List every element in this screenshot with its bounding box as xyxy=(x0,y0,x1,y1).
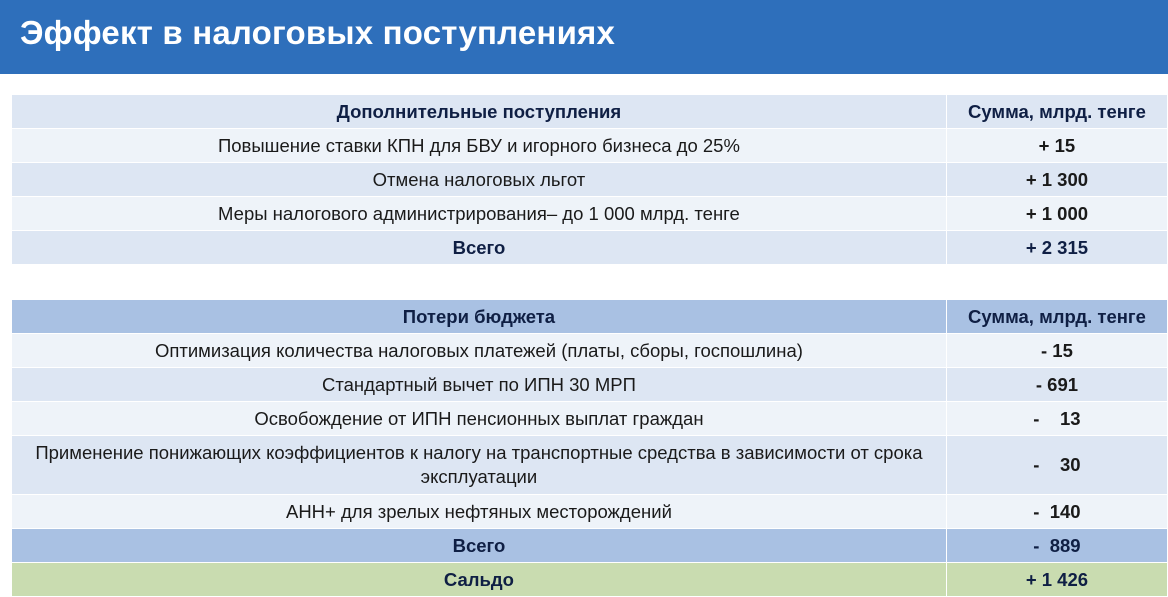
income-table xyxy=(11,94,1168,265)
row-label: Оптимизация количества налоговых платежей (платы, сборы, госпошлина) xyxy=(12,334,947,368)
row-value: - 15 xyxy=(946,334,1167,368)
row-value: + 1 000 xyxy=(946,197,1167,231)
losses-total-value: - 889 xyxy=(946,529,1167,563)
losses-col-item: Потери бюджета xyxy=(12,300,947,334)
row-label: Стандартный вычет по ИПН 30 МРП xyxy=(12,368,947,402)
balance-label: Сальдо xyxy=(12,563,947,597)
row-value: - 30 xyxy=(946,436,1167,495)
row-value: - 140 xyxy=(946,495,1167,529)
losses-table-header xyxy=(12,300,1168,334)
table-row xyxy=(12,495,1168,529)
table-row xyxy=(12,368,1168,402)
losses-table xyxy=(11,299,1168,597)
page-title: Эффект в налоговых поступлениях xyxy=(20,14,616,51)
row-label: Повышение ставки КПН для БВУ и игорного бизнеса до 25% xyxy=(12,129,947,163)
losses-total-label: Всего xyxy=(12,529,947,563)
row-label: АНН+ для зрелых нефтяных месторождений xyxy=(12,495,947,529)
table-row xyxy=(12,436,1168,495)
income-total-value: + 2 315 xyxy=(946,231,1167,265)
balance-value: + 1 426 xyxy=(946,563,1167,597)
row-label: Меры налогового администрирования– до 1 000 млрд. тенге xyxy=(12,197,947,231)
table-row xyxy=(12,163,1168,197)
table-row xyxy=(12,402,1168,436)
row-value: - 13 xyxy=(946,402,1167,436)
row-label: Применение понижающих коэффициентов к налогу на транспортные средства в зависимости от срока эксплуатации xyxy=(12,436,947,495)
losses-col-amount: Сумма, млрд. тенге xyxy=(946,300,1167,334)
income-total-label: Всего xyxy=(12,231,947,265)
header-bar xyxy=(0,0,1168,74)
table-row xyxy=(12,334,1168,368)
income-col-amount: Сумма, млрд. тенге xyxy=(946,95,1167,129)
income-table-header xyxy=(12,95,1168,129)
row-value: + 15 xyxy=(946,129,1167,163)
table-row xyxy=(12,197,1168,231)
row-label: Освобождение от ИПН пенсионных выплат граждан xyxy=(12,402,947,436)
income-col-item: Дополнительные поступления xyxy=(12,95,947,129)
row-label: Отмена налоговых льгот xyxy=(12,163,947,197)
losses-total-row xyxy=(12,529,1168,563)
table-row xyxy=(12,129,1168,163)
row-value: - 691 xyxy=(946,368,1167,402)
row-value: + 1 300 xyxy=(946,163,1167,197)
income-total-row xyxy=(12,231,1168,265)
balance-row xyxy=(12,563,1168,597)
